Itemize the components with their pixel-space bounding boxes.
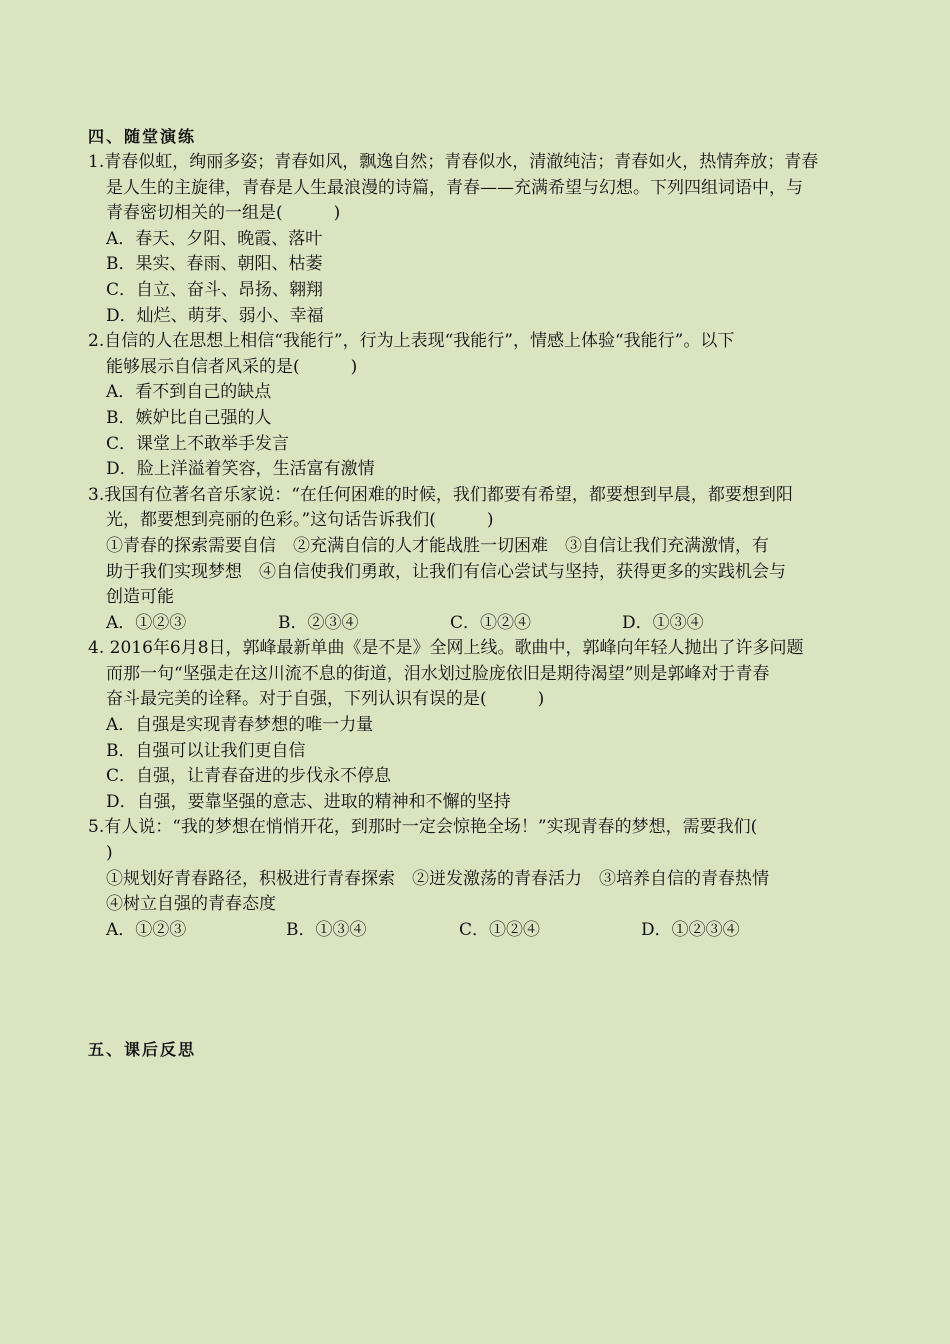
option-d: D．脸上洋溢着笑容，生活富有激情 [106,459,375,480]
option-b: B．嫉妒比自己强的人 [106,407,272,428]
option-d: D．①③④ [622,612,704,633]
question-line: 5.有人说：“我的梦想在悄悄开花，到那时一定会惊艳全场！”实现青春的梦想，需要我们( [88,817,758,838]
worksheet-page [88,124,868,1063]
question-line: 创造可能 [106,587,174,608]
question-2 [88,329,868,483]
option-c: C．自强，让青春奋进的步伐永不停息 [106,766,392,787]
question-1 [88,150,868,329]
section-title-practice: 四、随堂演练 [88,127,197,146]
section-title-reflection: 五、课后反思 [88,1040,197,1060]
question-3 [88,483,868,637]
option-d: D．自强，要靠坚强的意志、进取的精神和不懈的坚持 [106,791,511,812]
question-line: 2.自信的人在思想上相信“我能行”，行为上表现“我能行”，情感上体验“我能行”。以下 [88,331,735,352]
question-line: 能够展示自信者风采的是( ) [106,356,358,377]
question-line: 青春密切相关的一组是( ) [106,203,341,224]
option-b: B．②③④ [278,612,359,633]
question-line: 光，都要想到亮丽的色彩。”这句话告诉我们( ) [106,510,494,531]
option-a: A．①②③ [106,919,187,940]
option-b: B．①③④ [286,919,367,940]
question-line: 助于我们实现梦想 ④自信使我们勇敢，让我们有信心尝试与坚持，获得更多的实践机会与 [106,561,786,582]
option-b: B．自强可以让我们更自信 [106,740,306,761]
question-5 [88,815,868,943]
question-line: 1.青春似虹，绚丽多姿；青春如风，飘逸自然；青春似水，清澈纯洁；青春如火，热情奔放；青春 [88,152,819,172]
options-row [88,918,868,944]
question-line: 是人生的主旋律，青春是人生最浪漫的诗篇，青春——充满希望与幻想。下列四组词语中，与 [106,177,803,198]
option-c: C．自立、奋斗、昂扬、翱翔 [106,279,324,300]
question-line: 而那一句“坚强走在这川流不息的街道，泪水划过脸庞依旧是期待渴望”则是郭峰对于青春 [106,663,770,684]
question-line: 奋斗最完美的诠释。对于自强，下列认识有误的是( ) [106,689,545,710]
option-c: C．①②④ [459,919,541,940]
option-c: C．①②④ [450,612,532,633]
question-line: 3.我国有位著名音乐家说：“在任何困难的时候，我们都要有希望，都要想到早晨，都要想到阳 [88,484,793,505]
question-line: ①规划好青春路径，积极进行青春探索 ②迸发激荡的青春活力 ③培养自信的青春热情 [106,868,769,889]
option-d: D．①②③④ [641,919,740,940]
option-a: A．看不到自己的缺点 [106,382,272,403]
options-row [88,611,868,637]
question-line: ①青春的探索需要自信 ②充满自信的人才能战胜一切困难 ③自信让我们充满激情，有 [106,535,769,556]
blank-space [88,943,868,1037]
option-d: D．灿烂、萌芽、弱小、幸福 [106,305,324,326]
option-a: A．春天、夕阳、晚霞、落叶 [106,228,323,249]
question-4 [88,636,868,815]
option-a: A．①②③ [106,612,187,633]
question-line: 4. 2016年6月8日，郭峰最新单曲《是不是》全网上线。歌曲中，郭峰向年轻人抛出了许多问题 [88,638,804,659]
question-line: ④树立自强的青春态度 [106,894,276,915]
option-a: A．自强是实现青春梦想的唯一力量 [106,715,374,736]
option-b: B．果实、春雨、朝阳、枯萎 [106,254,323,275]
option-c: C．课堂上不敢举手发言 [106,433,290,454]
question-line: ) [106,843,113,864]
